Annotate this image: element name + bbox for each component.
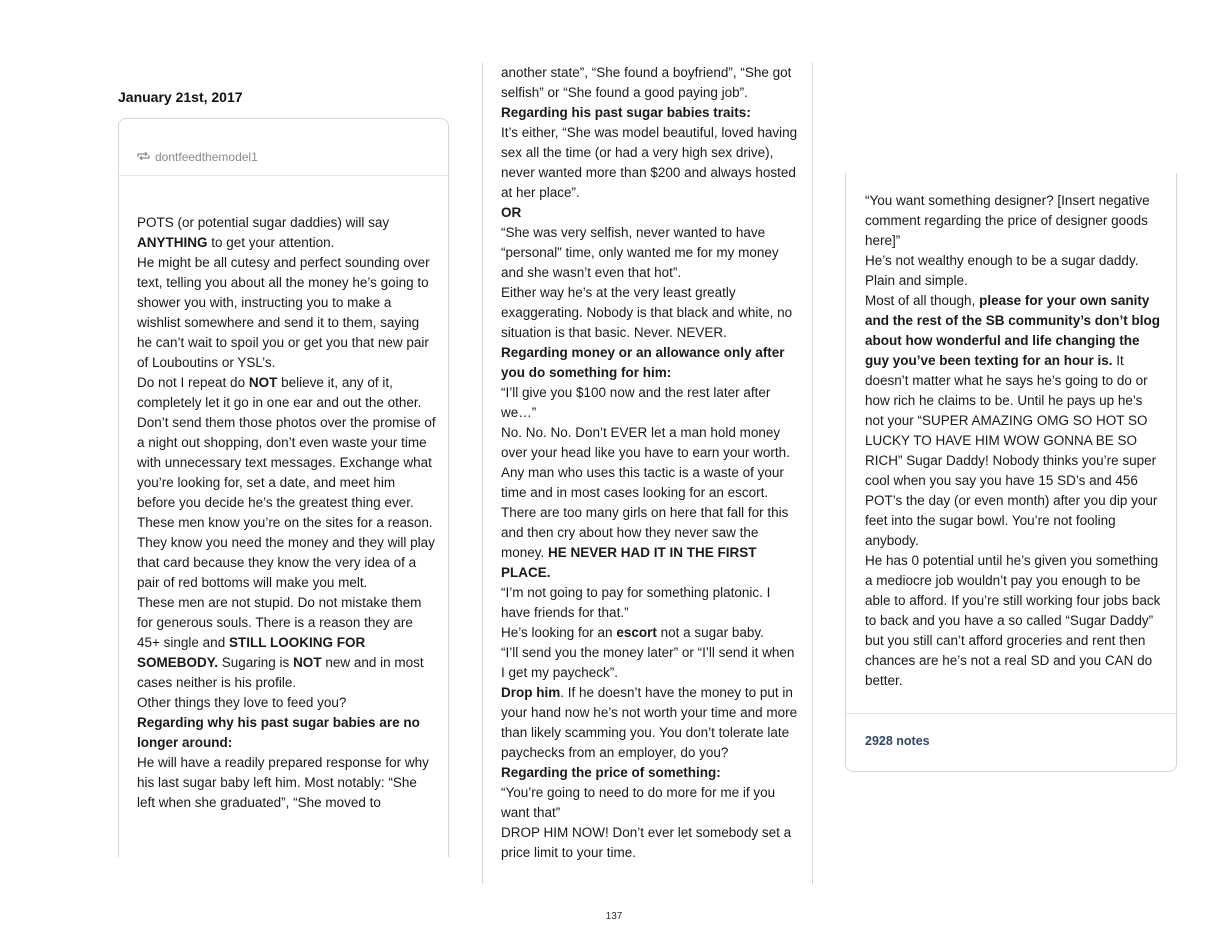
post-body-column-2	[483, 63, 812, 863]
bold-text: NOT	[293, 655, 322, 670]
text-run: Sugaring is	[218, 655, 294, 670]
text-run: He might be all cutesy and perfect sounding over text, telling you about all the money he’s going to shower you with, instructing you to make a wishlist somewhere and send it to them, saying he can’t wait to spoil you or get you that new pair of Louboutins or YSL’s.	[137, 255, 430, 370]
text-run: “You want something designer? [Insert negative comment regarding the price of designer goods here]”	[865, 193, 1150, 248]
bold-text: HE NEVER HAD IT IN THE FIRST PLACE.	[501, 545, 757, 580]
text-run: not a sugar baby.	[656, 625, 764, 640]
paragraph	[865, 191, 1164, 251]
bold-text: Regarding money or an allowance only after you do something for him:	[501, 345, 785, 380]
text-run: It doesn’t matter what he says he’s going to do or how rich he claims to be. Until he pays up he’s not your “SUPER AMAZING OMG SO HOT SO LUCKY TO HAVE HIM WOW GONNA BE SO RICH” Sugar Daddy! Nobody thinks you’re super cool when you say you have 15 SD’s and 456 POT’s the day (or even month) after you dip your feet into the sugar bowl. You’re not fooling anybody.	[865, 353, 1158, 548]
paragraph	[501, 643, 800, 683]
text-run: He has 0 potential until he’s given you something a mediocre job wouldn’t pay you enough to be able to afford. If you’re still working four jobs back to back and you have a so called “Sugar Daddy” but you still can’t afford groceries and rent then chances are he’s not a real SD and you CAN do better.	[865, 553, 1161, 688]
paragraph	[501, 683, 800, 763]
text-run: . If he doesn’t have the money to put in your hand now he’s not worth your time and more than likely scamming you. You don’t tolerate late paychecks from an employer, do you?	[501, 685, 798, 760]
paragraph	[137, 253, 436, 373]
paragraph	[501, 203, 800, 223]
bold-text: ANYTHING	[137, 235, 208, 250]
post-body-column-1	[119, 176, 448, 813]
text-run: DROP HIM NOW! Don’t ever let somebody set a price limit to your time.	[501, 825, 792, 860]
text-run: “You’re going to need to do more for me if you want that”	[501, 785, 776, 820]
paragraph	[501, 623, 800, 643]
paragraph	[137, 713, 436, 753]
paragraph	[137, 513, 436, 593]
text-run: He’s looking for an	[501, 625, 617, 640]
bold-text: Regarding the price of something:	[501, 765, 721, 780]
paragraph	[501, 763, 800, 783]
paragraph	[501, 343, 800, 383]
bold-text: Drop him	[501, 685, 561, 700]
paragraph	[137, 593, 436, 693]
paragraph	[501, 383, 800, 423]
bold-text: escort	[616, 625, 657, 640]
paragraph	[865, 251, 1164, 291]
text-run: “I’ll give you $100 now and the rest later after we…”	[501, 385, 771, 420]
post-card-part-3	[845, 173, 1177, 772]
bold-text: please for your own sanity and the rest of the SB community’s don’t blog about how wonderful and life changing the guy you’ve been texting for an hour is.	[865, 293, 1161, 368]
text-run: Do not I repeat do	[137, 375, 249, 390]
reblog-icon	[137, 150, 150, 164]
text-run: No. No. No. Don’t EVER let a man hold money over your head like you have to earn your worth. Any man who uses this tactic is a waste of your time and in most cases looking for an escort. There are too many girls on here that fall for this and then cry about how they never saw the money.	[501, 425, 790, 560]
text-run: believe it, any of it, completely let it go in one ear and out the other. Don’t send them those photos over the promise of a night out shopping, don’t even waste your time with unnecessary text messages. Exchange what you’re looking for, set a date, and meet him before you decide he’s the greatest thing ever.	[137, 375, 436, 510]
text-run: It’s either, “She was model beautiful, loved having sex all the time (or had a very high sex drive), never wanted more than $200 and always hosted at her place”.	[501, 125, 798, 200]
paragraph	[137, 693, 436, 713]
text-run: new and in most cases neither is his profile.	[137, 655, 424, 690]
bold-text: Regarding his past sugar babies traits:	[501, 105, 751, 120]
text-run: Either way he’s at the very least greatly exaggerating. Nobody is that black and white, no situation is that basic. Never. NEVER.	[501, 285, 793, 340]
text-run: POTS (or potential sugar daddies) will say	[137, 215, 390, 230]
paragraph	[137, 213, 436, 253]
text-run: He will have a readily prepared response for why his last sugar baby left him. Most notably: “She left when she graduated”, “She moved to	[137, 755, 429, 810]
text-run: He’s not wealthy enough to be a sugar daddy. Plain and simple.	[865, 253, 1139, 288]
post-body-column-3	[846, 173, 1176, 691]
text-run: “She was very selfish, never wanted to have “personal” time, only wanted me for my money and she wasn’t even that hot”.	[501, 225, 779, 280]
bold-text: NOT	[248, 375, 278, 390]
text-run: Other things they love to feed you?	[137, 695, 347, 710]
paragraph	[137, 753, 436, 813]
post-date: January 21st, 2017	[118, 89, 243, 105]
paragraph	[501, 283, 800, 343]
text-run: These men are not stupid. Do not mistake them for generous souls. There is a reason they are 45+ single and	[137, 595, 422, 650]
paragraph	[501, 823, 800, 863]
bold-text: STILL LOOKING FOR SOMEBODY.	[137, 635, 366, 670]
text-run: “I’m not going to pay for something platonic. I have friends for that.”	[501, 585, 771, 620]
reblog-username[interactable]: dontfeedthemodel1	[155, 150, 258, 164]
paragraph	[865, 551, 1164, 691]
text-run: Most of all though,	[865, 293, 980, 308]
paragraph	[501, 223, 800, 283]
text-run: another state”, “She found a boyfriend”, “She got selfish” or “She found a good paying job”.	[501, 65, 792, 100]
paragraph	[501, 123, 800, 203]
reblog-header[interactable]	[119, 119, 448, 176]
paragraph	[865, 291, 1164, 551]
paragraph	[501, 783, 800, 823]
text-run: “I’ll send you the money later” or “I’ll send it when I get my paycheck”.	[501, 645, 795, 680]
paragraph	[501, 583, 800, 623]
text-run: These men know you’re on the sites for a reason. They know you need the money and they will play that card because they know the very idea of a pair of red bottoms will make you melt.	[137, 515, 435, 590]
bold-text: OR	[501, 205, 522, 220]
paragraph	[501, 63, 800, 103]
bold-text: Regarding why his past sugar babies are no longer around:	[137, 715, 420, 750]
notes-count[interactable]: 2928 notes	[846, 713, 1176, 771]
post-card-part-1	[118, 118, 449, 857]
post-card-part-2	[482, 63, 813, 884]
paragraph	[501, 103, 800, 123]
text-run: to get your attention.	[207, 235, 335, 250]
paragraph	[137, 373, 436, 513]
paragraph	[501, 423, 800, 583]
page-number: 137	[605, 911, 623, 922]
